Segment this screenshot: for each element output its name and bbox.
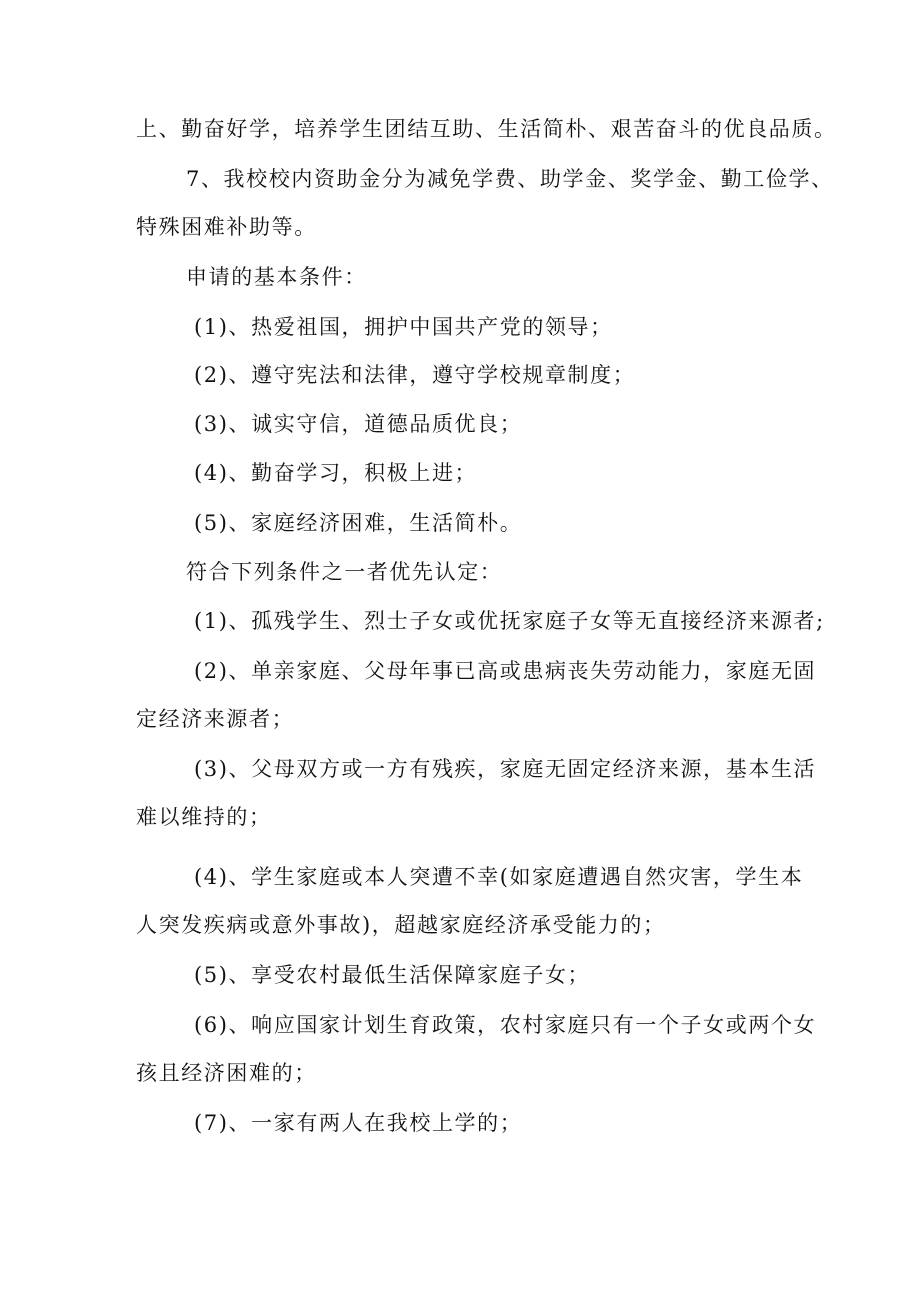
section-heading: 申请的基本条件： (186, 265, 367, 289)
list-item-continuation: 定经济来源者； (136, 707, 295, 731)
list-item: (5)、家庭经济困难，生活简朴。 (194, 511, 523, 535)
list-item-continuation: 人突发疾病或意外事故)，超越家庭经济承受能力的； (136, 913, 666, 937)
list-item-continuation: 孩且经济困难的； (136, 1061, 317, 1085)
list-item: (2)、单亲家庭、父母年事已高或患病丧失劳动能力，家庭无固 (194, 659, 817, 683)
list-item: (5)、享受农村最低生活保障家庭子女； (194, 963, 591, 987)
paragraph-line: 7、我校校内资助金分为减免学费、助学金、奖学金、勤工俭学、 (186, 167, 834, 191)
list-item: (1)、热爱祖国，拥护中国共产党的领导； (194, 315, 613, 339)
list-item-continuation: 难以维持的； (136, 805, 272, 829)
paragraph-line: 上、勤奋好学，培养学生团结互助、生活简朴、艰苦奋斗的优良品质。 (136, 117, 837, 141)
list-item: (2)、遵守宪法和法律，遵守学校规章制度； (194, 363, 636, 387)
list-item: (7)、一家有两人在我校上学的； (194, 1111, 523, 1135)
paragraph-line: 特殊困难补助等。 (136, 215, 317, 239)
list-item: (3)、诚实守信，道德品质优良； (194, 412, 523, 436)
list-item: (6)、响应国家计划生育政策，农村家庭只有一个子女或两个女 (194, 1013, 817, 1037)
list-item: (4)、学生家庭或本人突遭不幸(如家庭遭遇自然灾害，学生本 (194, 865, 804, 889)
list-item: (3)、父母双方或一方有残疾，家庭无固定经济来源，基本生活 (194, 757, 817, 781)
list-item: (4)、勤奋学习，积极上进； (194, 461, 478, 485)
section-heading: 符合下列条件之一者优先认定： (186, 560, 503, 584)
list-item: (1)、孤残学生、烈士子女或优抚家庭子女等无直接经济来源者; (194, 609, 825, 633)
